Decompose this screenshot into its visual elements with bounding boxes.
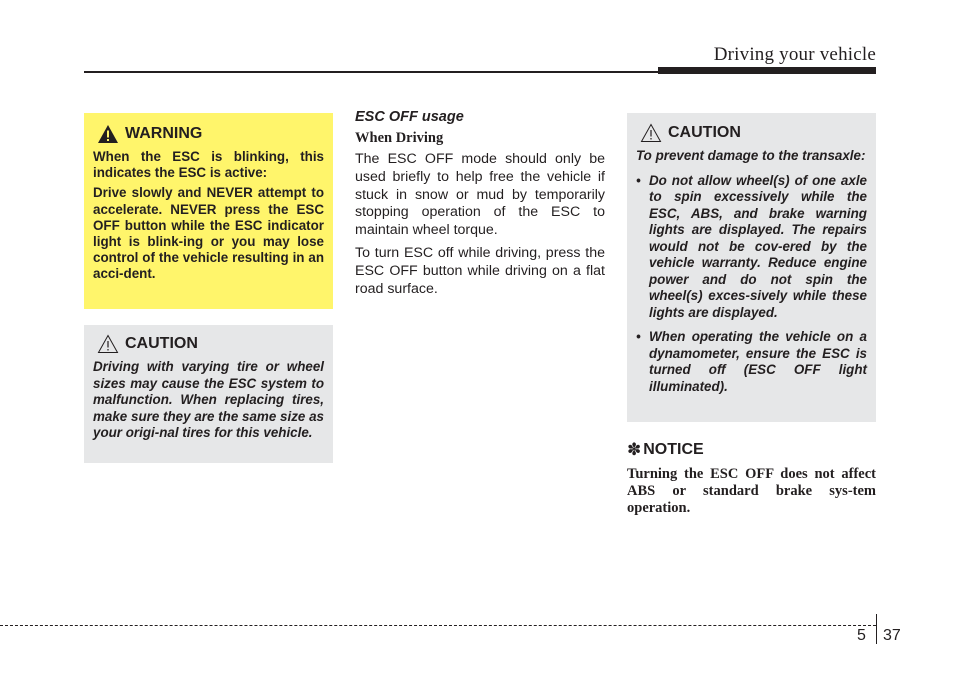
caution-body xyxy=(636,148,867,395)
body-paragraph: The ESC OFF mode should only be used briefly to help free the vehicle if stuck in snow or mud by temporarily stopping operation of the ESC to maintain wheel torque. xyxy=(355,151,605,239)
caution-title: CAUTION xyxy=(668,124,741,141)
caution-intro: To prevent damage to the transaxle: xyxy=(636,148,866,163)
caution-triangle-icon xyxy=(97,334,119,354)
page-number: 37 xyxy=(883,627,901,644)
caution-title: CAUTION xyxy=(125,335,198,352)
notice-star-icon: ✽ xyxy=(627,440,642,459)
when-driving-heading: When Driving xyxy=(355,130,444,146)
caution-triangle-icon xyxy=(640,123,662,143)
footer-rule xyxy=(0,625,876,626)
warning-title: WARNING xyxy=(125,125,203,142)
header-rule-accent xyxy=(658,67,876,74)
warning-paragraph: When the ESC is blinking, this indicates the ESC is active: xyxy=(93,149,324,181)
warning-header xyxy=(93,123,324,145)
bullet-icon: • xyxy=(636,329,641,344)
notice-title: NOTICE xyxy=(643,441,704,458)
page-number-divider xyxy=(876,614,877,644)
warning-box xyxy=(84,113,333,309)
warning-body xyxy=(93,149,324,283)
chapter-number: 5 xyxy=(857,627,866,644)
body-paragraph: To turn ESC off while driving, press the ESC OFF button while driving on a flat road surface. xyxy=(355,244,605,297)
header-rule xyxy=(84,71,660,73)
warning-paragraph: Drive slowly and NEVER attempt to accelerate. NEVER press the ESC OFF button while the ESC indicator light is blink-ing or you may lose control of the vehicle resulting in an acci-dent. xyxy=(93,185,324,282)
list-item xyxy=(636,173,867,322)
caution-box-transaxle xyxy=(627,113,876,422)
notice-section xyxy=(627,440,876,517)
caution-header xyxy=(93,333,324,355)
bullet-icon: • xyxy=(636,172,641,188)
notice-body: Turning the ESC OFF does not affect ABS or standard brake sys-tem operation. xyxy=(627,466,876,516)
caution-header xyxy=(636,122,867,144)
caution-body xyxy=(93,359,324,442)
caution-paragraph: Driving with varying tire or wheel sizes may cause the ESC system to malfunction. When replacing tires, make sure they are the same size as your origi-nal tires for this vehicle. xyxy=(93,359,324,440)
bullet-text: When operating the vehicle on a dynamometer, ensure the ESC is turned off (ESC OFF light illuminated). xyxy=(649,329,867,394)
esc-off-usage-section xyxy=(355,109,605,303)
list-item xyxy=(636,329,867,395)
section-title: Driving your vehicle xyxy=(713,44,876,65)
caution-bullet-list xyxy=(636,173,867,396)
esc-off-usage-heading: ESC OFF usage xyxy=(355,109,464,125)
caution-box-tire-size xyxy=(84,325,333,463)
notice-header xyxy=(627,440,876,460)
bullet-text: Do not allow wheel(s) of one axle to spin excessively while the ESC, ABS, and brake warning lights are displayed. The repairs would not be cov-ered by the vehicle warranty. Reduce engine power and do not spin the wheel(s) exces-sively while these lights are displayed. xyxy=(649,172,867,320)
warning-triangle-icon xyxy=(97,124,119,144)
